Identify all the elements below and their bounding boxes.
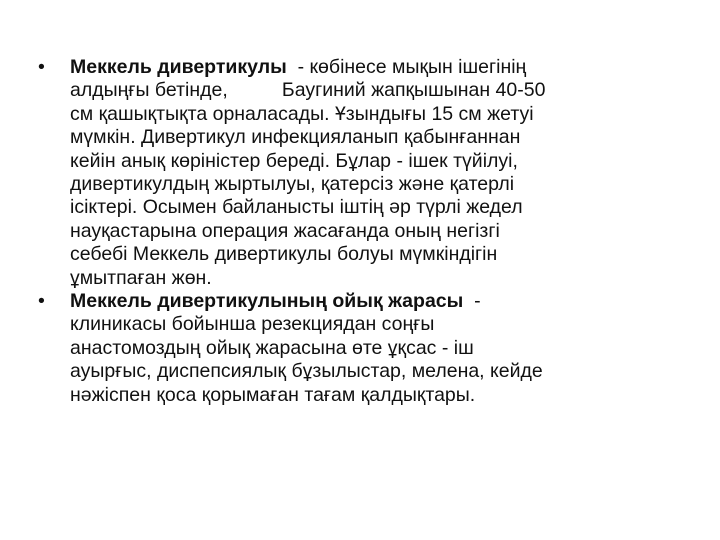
text-run: - xyxy=(463,290,481,313)
list-item xyxy=(36,56,700,290)
bullet-icon: • xyxy=(38,56,45,78)
text-line: алдыңғы бетінде, Баугиний жапқышынан 40-50 xyxy=(70,79,546,102)
bullet-text xyxy=(70,56,700,290)
text-line: мүмкін. Дивертикул инфекцияланып қабынғаннан xyxy=(70,126,521,149)
text-line xyxy=(70,56,700,79)
text-line: нәжіспен қоса қорымаған тағам қалдықтары. xyxy=(70,383,476,406)
text-line xyxy=(70,290,700,313)
text-line: анастомоздың ойық жарасына өте ұқсас - іш xyxy=(70,336,474,359)
text-line: ұмытпаған жөн. xyxy=(70,266,212,289)
bullet-text xyxy=(70,290,700,407)
text-line: см қашықтықта орналасады. Ұзындығы 15 см жетуі xyxy=(70,102,534,125)
term-heading: Меккель дивертикулының ойық жарасы xyxy=(70,290,464,313)
text-run: - көбінесе мықын ішегінің xyxy=(286,56,527,78)
text-line: себебі Меккель дивертикулы болуы мүмкіндігін xyxy=(70,243,498,266)
bullet-list xyxy=(36,56,700,407)
list-item xyxy=(36,290,700,407)
text-line: ауырғыс, диспепсиялық бұзылыстар, мелена, кейде xyxy=(70,360,543,383)
text-line: кейін анық көріністер береді. Бұлар - ішек түйілуі, xyxy=(70,149,518,172)
text-line: дивертикулдың жыртылуы, қатерсіз және қатерлі xyxy=(70,173,515,196)
text-line: клиникасы бойынша резекциядан соңғы xyxy=(70,313,435,336)
term-heading: Меккель дивертикулы xyxy=(70,56,287,78)
text-line: ісіктері. Осымен байланысты іштің әр түрлі жедел xyxy=(70,196,523,219)
text-line: науқастарына операция жасағанда оның негізгі xyxy=(70,219,500,242)
bullet-icon: • xyxy=(38,290,45,313)
